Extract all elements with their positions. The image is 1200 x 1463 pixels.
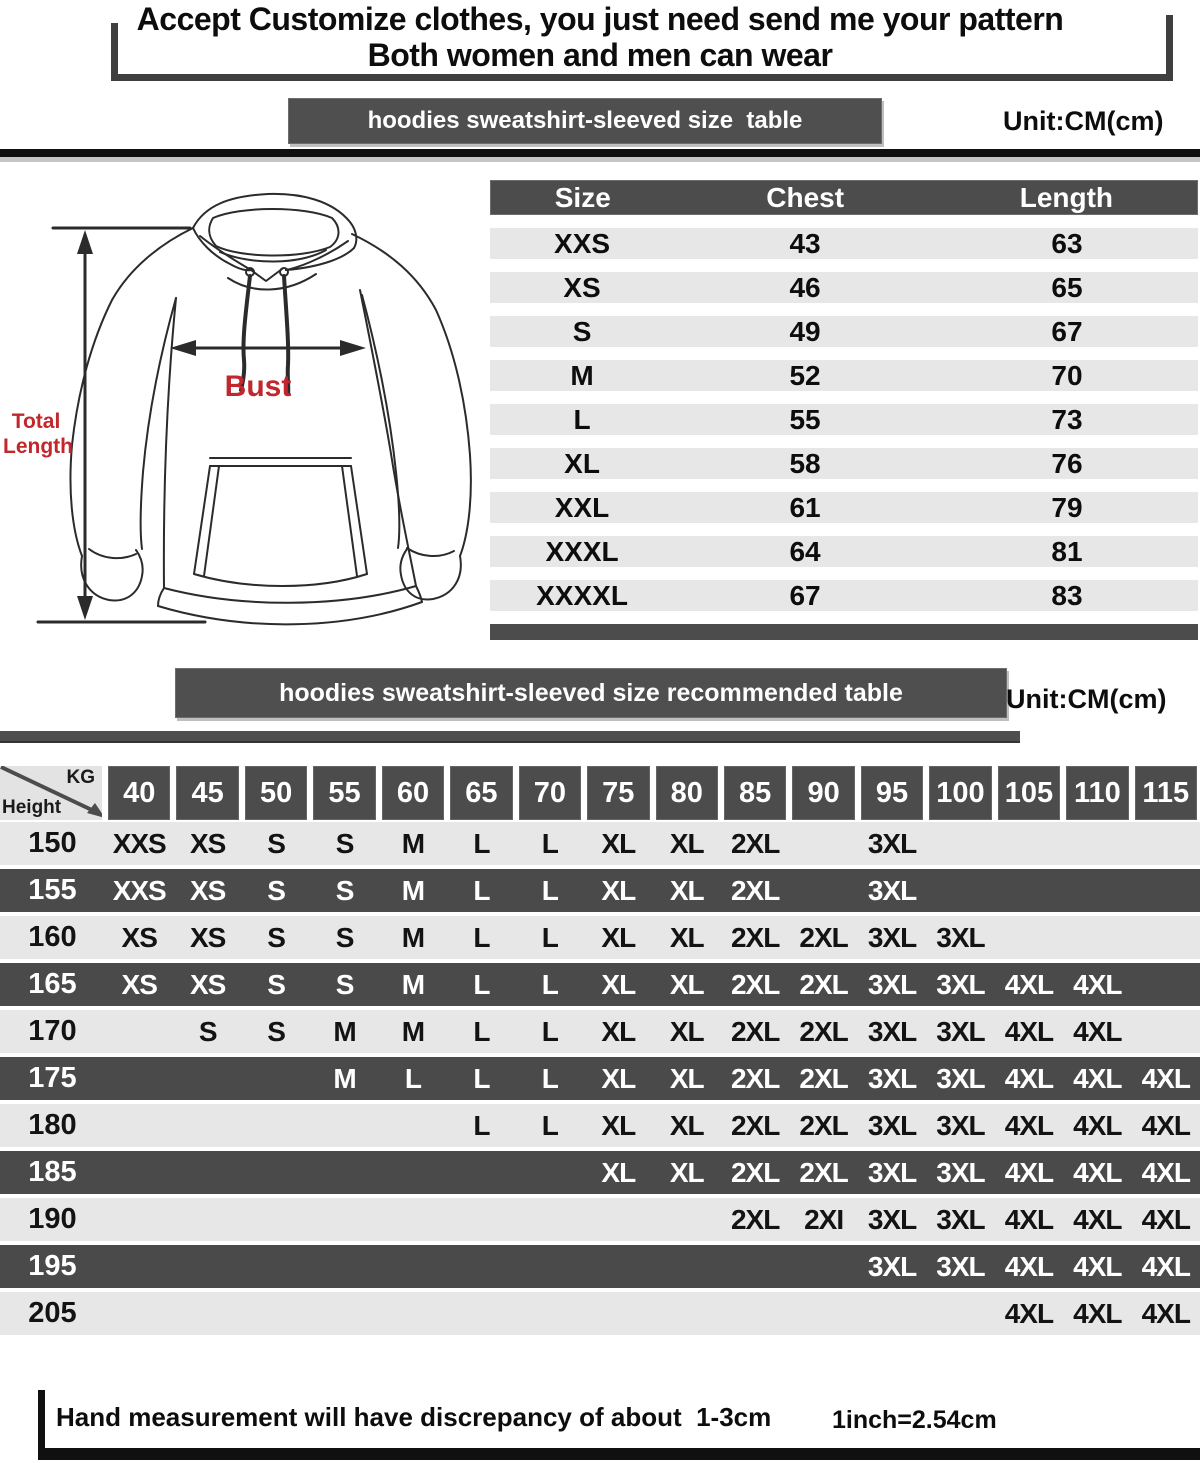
size-value-cell: 4XL: [1004, 1204, 1054, 1235]
size-value-cell: 4XL: [1141, 1204, 1190, 1235]
size-value-cell: [721, 1292, 789, 1335]
size-value-cell: XL: [669, 1063, 704, 1094]
size-value-cell: L: [541, 1063, 558, 1094]
hoodie-sleeves: [70, 228, 470, 601]
recommend-table-unit-label: Unit:CM(cm): [1006, 684, 1167, 714]
size-value-cell: 4XL: [1073, 1063, 1122, 1094]
measurement-note: Hand measurement will have discrepancy of about 1-3cm: [56, 1402, 772, 1432]
size-value-cell: XL: [669, 1016, 704, 1047]
size-value-cell: L: [473, 1063, 490, 1094]
size-value-cell: 2XL: [730, 1063, 780, 1094]
weight-header-cell: 55: [313, 766, 375, 820]
size-value-cell: 3XL: [867, 1016, 917, 1047]
size-value-cell: [1132, 869, 1200, 912]
size-value-cell: XL: [669, 922, 704, 953]
size-value-cell: [995, 869, 1063, 912]
size-value-cell: 2XL: [730, 1016, 780, 1047]
size-value-cell: [379, 1104, 447, 1147]
size-value-cell: XS: [121, 969, 157, 1000]
size-table-row: [490, 448, 1198, 479]
size-value-cell: 3XL: [936, 1204, 985, 1235]
size-value-cell: [310, 1245, 378, 1288]
size-value-cell: XL: [601, 922, 636, 953]
size-value-cell: [516, 1245, 584, 1288]
size-cell: XL: [564, 448, 600, 479]
size-value-cell: S: [198, 1016, 217, 1047]
size-value-cell: XL: [601, 875, 636, 906]
size-value-cell: M: [401, 875, 425, 906]
size-value-cell: 4XL: [1141, 1063, 1190, 1094]
size-value-cell: [105, 1151, 173, 1194]
recommend-table-row: [0, 822, 1200, 865]
size-value-cell: [789, 822, 857, 865]
weight-header-cell: 110: [1066, 766, 1128, 820]
size-value-cell: L: [473, 875, 490, 906]
size-value-cell: XXS: [112, 828, 166, 859]
size-value-cell: [995, 916, 1063, 959]
height-cell: 170: [28, 1015, 77, 1047]
corner-height-label: Height: [2, 797, 62, 818]
total-length-arrow: [38, 228, 205, 622]
size-table-body: [490, 228, 1198, 611]
size-cell: XXXL: [545, 536, 619, 567]
size-value-cell: S: [335, 875, 354, 906]
size-value-cell: [173, 1245, 241, 1288]
size-value-cell: 3XL: [867, 1251, 917, 1282]
size-value-cell: XL: [669, 1110, 704, 1141]
size-table-row: [490, 404, 1198, 435]
size-value-cell: XS: [189, 875, 226, 906]
recommend-table-banner: hoodies sweatshirt-sleeved size recommended table: [175, 668, 1007, 718]
weight-header-cell: 80: [656, 766, 718, 820]
size-value-cell: 4XL: [1141, 1251, 1190, 1282]
size-value-cell: 4XL: [1004, 1251, 1054, 1282]
size-value-cell: [242, 1104, 310, 1147]
length-cell: 65: [1051, 272, 1083, 303]
size-value-cell: [173, 1198, 241, 1241]
size-value-cell: 4XL: [1004, 1063, 1054, 1094]
size-value-cell: [105, 1104, 173, 1147]
size-value-cell: 3XL: [867, 1204, 917, 1235]
size-value-cell: [447, 1198, 515, 1241]
size-value-cell: 2XL: [730, 969, 780, 1000]
size-value-cell: L: [404, 1063, 422, 1094]
size-value-cell: L: [541, 875, 558, 906]
size-value-cell: [173, 1151, 241, 1194]
weight-header-cell: 90: [792, 766, 854, 820]
size-value-cell: [447, 1292, 515, 1335]
size-value-cell: 4XL: [1141, 1298, 1190, 1329]
size-cell: XS: [563, 272, 601, 303]
height-cell: 165: [28, 968, 77, 1000]
size-value-cell: 2XL: [799, 1016, 848, 1047]
size-value-cell: 4XL: [1073, 1110, 1122, 1141]
recommend-table-row: [0, 916, 1200, 959]
chest-cell: 64: [789, 536, 821, 567]
height-cell: 160: [28, 921, 77, 953]
size-value-cell: S: [267, 1016, 285, 1047]
height-cell: 190: [28, 1203, 77, 1235]
size-table-row: [490, 580, 1198, 611]
height-cell: 185: [28, 1156, 77, 1188]
size-value-cell: 2XL: [730, 1110, 780, 1141]
size-value-cell: [1132, 822, 1200, 865]
recommend-corner-cell: [0, 766, 102, 820]
size-value-cell: [516, 1198, 584, 1241]
size-value-cell: [858, 1292, 926, 1335]
header-line-2: Both women and men can wear: [367, 37, 833, 73]
size-value-cell: [105, 1010, 173, 1053]
size-value-cell: 2XL: [799, 1157, 848, 1188]
inch-conversion-note: 1inch=2.54cm: [832, 1406, 997, 1434]
size-value-cell: L: [473, 969, 490, 1000]
size-table-banner: hoodies sweatshirt-sleeved size table: [288, 98, 882, 144]
height-cell: 180: [28, 1109, 77, 1141]
size-value-cell: [1063, 822, 1131, 865]
chest-cell: 49: [789, 316, 821, 347]
size-value-cell: [584, 1245, 652, 1288]
size-value-cell: XL: [601, 1016, 636, 1047]
size-value-cell: 4XL: [1073, 1016, 1122, 1047]
total-length-label-line1: Total: [11, 410, 61, 433]
size-value-cell: [1132, 963, 1200, 1006]
size-value-cell: [379, 1198, 447, 1241]
size-value-cell: XL: [669, 828, 704, 859]
size-value-cell: L: [541, 969, 558, 1000]
size-value-cell: [310, 1104, 378, 1147]
size-table-row: [490, 316, 1198, 347]
size-value-cell: 2XL: [730, 1204, 780, 1235]
recommend-table-row: [0, 869, 1200, 912]
size-value-cell: 4XL: [1004, 1016, 1054, 1047]
height-cell: 205: [28, 1297, 77, 1329]
size-value-cell: [789, 1245, 857, 1288]
size-table-row: [490, 360, 1198, 391]
size-value-cell: L: [541, 922, 558, 953]
length-cell: 81: [1051, 536, 1083, 567]
size-value-cell: M: [401, 922, 425, 953]
size-cell: XXL: [554, 492, 610, 523]
size-value-cell: [242, 1198, 310, 1241]
size-value-cell: L: [473, 922, 490, 953]
size-value-cell: XL: [601, 1110, 636, 1141]
size-value-cell: XS: [189, 922, 226, 953]
size-value-cell: XL: [601, 1157, 636, 1188]
size-value-cell: XXS: [112, 875, 166, 906]
size-value-cell: L: [541, 828, 558, 859]
size-value-cell: S: [267, 875, 285, 906]
recommend-table-row: [0, 963, 1200, 1006]
size-value-cell: [447, 1151, 515, 1194]
recommend-table-row: [0, 1292, 1200, 1335]
weight-header-cell: 50: [245, 766, 307, 820]
size-value-cell: [1063, 916, 1131, 959]
chest-cell: 67: [789, 580, 821, 611]
size-value-cell: 2XL: [799, 969, 848, 1000]
size-value-cell: [379, 1245, 447, 1288]
size-value-cell: [105, 1245, 173, 1288]
size-value-cell: M: [401, 969, 425, 1000]
size-cell: L: [573, 404, 591, 435]
size-value-cell: M: [333, 1016, 356, 1047]
size-value-cell: [584, 1198, 652, 1241]
size-value-cell: [173, 1104, 241, 1147]
size-cell: S: [572, 316, 592, 347]
recommend-table-row: [0, 1198, 1200, 1241]
size-value-cell: L: [473, 828, 490, 859]
length-cell: 76: [1051, 448, 1083, 479]
weight-header-cell: 85: [724, 766, 786, 820]
size-value-cell: [242, 1245, 310, 1288]
weight-header-cell: 105: [998, 766, 1060, 820]
size-value-cell: 3XL: [936, 1063, 985, 1094]
size-value-cell: [926, 869, 994, 912]
length-cell: 70: [1051, 360, 1083, 391]
size-value-cell: [173, 1292, 241, 1335]
weight-header-cell: 115: [1135, 766, 1197, 820]
size-table-row: [490, 272, 1198, 303]
size-value-cell: 3XL: [867, 1110, 917, 1141]
size-value-cell: 3XL: [936, 1157, 985, 1188]
size-value-cell: S: [267, 828, 285, 859]
size-value-cell: M: [401, 828, 425, 859]
recommend-section-divider: [0, 731, 1020, 743]
size-value-cell: S: [267, 969, 285, 1000]
size-value-cell: 4XL: [1004, 1298, 1054, 1329]
corner-kg-label: KG: [66, 767, 95, 788]
size-value-cell: 4XL: [1073, 1157, 1122, 1188]
size-value-cell: 4XL: [1004, 1110, 1054, 1141]
size-value-cell: S: [267, 922, 285, 953]
size-value-cell: [516, 1151, 584, 1194]
size-value-cell: 4XL: [1073, 1251, 1122, 1282]
size-table-row: [490, 492, 1198, 523]
size-value-cell: 3XL: [936, 1016, 985, 1047]
bust-arrow: [170, 340, 366, 356]
chest-cell: 43: [789, 228, 821, 259]
size-cell: XXS: [554, 228, 611, 259]
size-value-cell: S: [335, 969, 354, 1000]
hoodie-pocket: [194, 458, 367, 586]
size-value-cell: 3XL: [867, 875, 917, 906]
size-value-cell: 4XL: [1073, 1298, 1122, 1329]
size-table-row: [490, 536, 1198, 567]
size-value-cell: [310, 1292, 378, 1335]
size-value-cell: [926, 1292, 994, 1335]
weight-header-cell: 40: [108, 766, 170, 820]
size-value-cell: [105, 1292, 173, 1335]
size-value-cell: [242, 1151, 310, 1194]
bust-label: Bust: [224, 370, 292, 403]
size-value-cell: 3XL: [867, 828, 917, 859]
chest-cell: 52: [789, 360, 821, 391]
size-value-cell: 3XL: [936, 922, 985, 953]
size-value-cell: 2XL: [730, 828, 780, 859]
size-value-cell: L: [541, 1016, 558, 1047]
size-value-cell: [516, 1292, 584, 1335]
size-cell: XXXXL: [536, 580, 628, 611]
size-value-cell: L: [473, 1110, 490, 1141]
recommend-table-rows: [0, 822, 1200, 1339]
recommend-table-row: [0, 1057, 1200, 1100]
size-value-cell: [1132, 1010, 1200, 1053]
weight-header-cell: 60: [382, 766, 444, 820]
chest-cell: 58: [789, 448, 821, 479]
size-value-cell: XS: [121, 922, 157, 953]
header-bracket-left: [111, 23, 118, 81]
size-table-footer-bar: [490, 624, 1198, 640]
size-value-cell: XL: [669, 969, 704, 1000]
size-value-cell: XL: [669, 1157, 704, 1188]
size-cell: M: [570, 360, 594, 391]
length-cell: 83: [1051, 580, 1083, 611]
size-value-cell: S: [335, 922, 354, 953]
weight-header-cell: 65: [450, 766, 512, 820]
weight-header-cell: 95: [861, 766, 923, 820]
recommend-table-row: [0, 1010, 1200, 1053]
length-cell: 67: [1051, 316, 1083, 347]
size-value-cell: M: [401, 1016, 425, 1047]
chest-column-header: Chest: [766, 182, 845, 213]
recommend-table-row: [0, 1104, 1200, 1147]
size-table-header: [490, 180, 1198, 215]
size-value-cell: 3XL: [936, 1110, 985, 1141]
size-table-row: [490, 228, 1198, 259]
size-value-cell: [1132, 916, 1200, 959]
size-value-cell: 4XL: [1141, 1110, 1190, 1141]
size-value-cell: XL: [601, 828, 636, 859]
size-value-cell: 3XL: [867, 1063, 917, 1094]
chest-cell: 55: [789, 404, 821, 435]
size-value-cell: L: [473, 1016, 490, 1047]
size-value-cell: [173, 1057, 241, 1100]
size-table-unit-label: Unit:CM(cm): [1003, 106, 1164, 136]
size-value-cell: [242, 1292, 310, 1335]
length-column-header: Length: [1019, 182, 1114, 213]
recommend-table-row: [0, 1151, 1200, 1194]
size-value-cell: 2XL: [730, 922, 780, 953]
weight-header-cell: 100: [929, 766, 991, 820]
size-value-cell: [653, 1198, 721, 1241]
header-bracket-right: [1166, 15, 1173, 81]
size-value-cell: XL: [601, 1063, 636, 1094]
size-value-cell: [105, 1198, 173, 1241]
size-value-cell: XL: [601, 969, 636, 1000]
size-value-cell: 3XL: [867, 1157, 917, 1188]
length-cell: 79: [1051, 492, 1083, 523]
header-line-1: Accept Customize clothes, you just need send me your pattern: [136, 1, 1064, 37]
recommend-table-header: [0, 766, 1200, 818]
size-value-cell: [995, 822, 1063, 865]
total-length-label-line2: Length: [3, 435, 73, 458]
chest-cell: 46: [789, 272, 821, 303]
height-cell: 150: [28, 827, 77, 859]
size-value-cell: 3XL: [936, 1251, 985, 1282]
size-value-cell: 4XL: [1073, 969, 1122, 1000]
size-value-cell: 3XL: [936, 969, 985, 1000]
weight-header-cell: 75: [587, 766, 649, 820]
size-value-cell: S: [335, 828, 354, 859]
size-value-cell: 2XL: [799, 1110, 848, 1141]
size-value-cell: [653, 1245, 721, 1288]
height-cell: 175: [28, 1062, 77, 1094]
height-cell: 155: [28, 874, 77, 906]
weight-header-cell: 70: [519, 766, 581, 820]
size-value-cell: 3XL: [867, 969, 917, 1000]
recommend-table-row: [0, 1245, 1200, 1288]
section-divider-line: [0, 149, 1200, 157]
size-value-cell: [105, 1057, 173, 1100]
size-value-cell: 2XL: [799, 1063, 848, 1094]
size-value-cell: [721, 1245, 789, 1288]
hoodie-measurement-diagram: [0, 160, 490, 660]
size-table: [490, 180, 1198, 640]
size-column-header: Size: [554, 182, 611, 213]
size-value-cell: 2XI: [804, 1204, 844, 1235]
size-value-cell: [789, 1292, 857, 1335]
size-value-cell: [310, 1151, 378, 1194]
size-value-cell: 4XL: [1004, 1157, 1054, 1188]
chest-cell: 61: [789, 492, 821, 523]
hoodie-hood: [193, 194, 356, 290]
footer-border-bottom: [38, 1448, 1200, 1460]
weight-header-cell: 45: [176, 766, 238, 820]
size-value-cell: [310, 1198, 378, 1241]
length-cell: 73: [1051, 404, 1083, 435]
size-value-cell: [1063, 869, 1131, 912]
size-value-cell: [653, 1292, 721, 1335]
size-value-cell: [379, 1292, 447, 1335]
size-value-cell: XS: [189, 969, 226, 1000]
size-value-cell: XS: [189, 828, 226, 859]
size-value-cell: [584, 1292, 652, 1335]
length-cell: 63: [1051, 228, 1083, 259]
size-value-cell: [926, 822, 994, 865]
size-value-cell: XL: [669, 875, 704, 906]
size-value-cell: 4XL: [1004, 969, 1054, 1000]
size-value-cell: [789, 869, 857, 912]
size-value-cell: 2XL: [730, 1157, 780, 1188]
height-cell: 195: [28, 1250, 77, 1282]
size-value-cell: 4XL: [1073, 1204, 1122, 1235]
size-value-cell: [379, 1151, 447, 1194]
size-value-cell: 2XL: [799, 922, 848, 953]
size-value-cell: 4XL: [1141, 1157, 1190, 1188]
size-value-cell: M: [333, 1063, 356, 1094]
size-value-cell: L: [541, 1110, 558, 1141]
size-value-cell: 2XL: [730, 875, 780, 906]
size-value-cell: 3XL: [867, 922, 917, 953]
size-value-cell: [447, 1245, 515, 1288]
size-value-cell: [242, 1057, 310, 1100]
header-bracket-bottom: [111, 74, 1173, 81]
footer-border-left: [38, 1390, 45, 1450]
